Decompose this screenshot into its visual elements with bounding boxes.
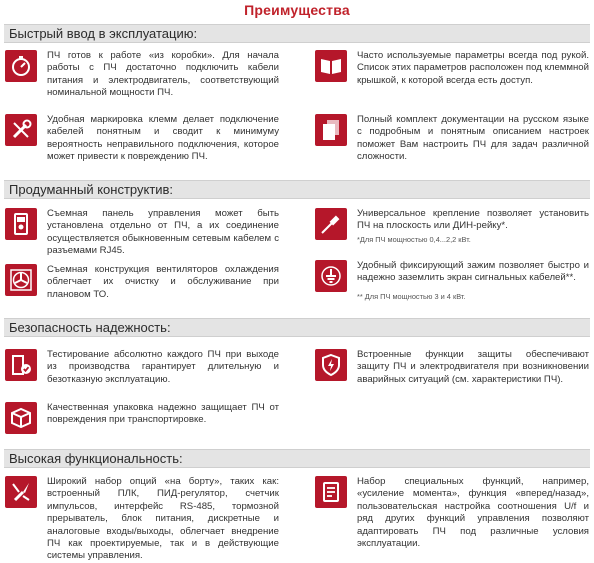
shield-lightning-icon <box>315 349 347 381</box>
feature-footnote: *Для ПЧ мощностью 0,4...2,2 кВт. <box>357 235 471 244</box>
stopwatch-icon <box>5 50 37 82</box>
feature-text: Часто используемые параметры всегда под рукой. Список этих параметров расположен под клеммной крышкой, к которой всегда есть доступ. <box>357 50 589 86</box>
documents-icon <box>315 114 347 146</box>
test-device-icon <box>5 349 37 381</box>
feature-text: Съемная конструкция вентиляторов охлаждения облегчает их очистку и обслуживание при плановом ТО. <box>47 264 279 300</box>
multitool-icon <box>5 476 37 508</box>
control-panel-icon <box>5 208 37 240</box>
page-title: Преимущества <box>244 2 350 18</box>
section-header-design: Продуманный конструктив: <box>4 180 590 199</box>
feature-text: Универсальное крепление позволяет установить ПЧ на плоскость или ДИН-рейку*. <box>357 208 589 232</box>
feature-text: Полный комплект документации на русском языке с подробным и понятным описанием настроек поможет Вам настроить ПЧ для задач различной сложности. <box>357 114 589 163</box>
feature-text: Набор специальных функций, например, «усиление момента», функция «вперед/назад», пользовательская настройка соотношения U/f и ряд других функций управления позволяют адаптировать ПЧ под различные условия эксплуатации. <box>357 476 589 550</box>
screwdriver-icon <box>315 208 347 240</box>
feature-text: Широкий набор опций «на борту», таких как: встроенный ПЛК, ПИД-регулятор, счетчик импульсов, интерфейс RS-485, тормозной прерыватель, блок питания, дискретные и аналоговые входы/выходы, облегчает внедрение ПЧ как проектируемые, так и в действующие системы управления. <box>47 476 279 562</box>
open-book-icon <box>315 50 347 82</box>
section-header-safety: Безопасность надежность: <box>4 318 590 337</box>
fan-icon <box>5 264 37 296</box>
ground-clamp-icon <box>315 260 347 292</box>
wrench-tools-icon <box>5 114 37 146</box>
section-header-quick-start: Быстрый ввод в эксплуатацию: <box>4 24 590 43</box>
section-header-functionality: Высокая функциональность: <box>4 449 590 468</box>
feature-footnote: ** Для ПЧ мощностью 3 и 4 кВт. <box>357 292 466 301</box>
feature-text: Удобная маркировка клемм делает подключение кабелей понятным и сводит к минимуму вероятность неправильного подключения, которое может привести к повреждению ПЧ. <box>47 114 279 163</box>
feature-text: Съемная панель управления может быть установлена отдельно от ПЧ, а их соединение осуществляется обыкновенным сетевым кабелем с разъемами RJ45. <box>47 208 279 257</box>
function-list-icon <box>315 476 347 508</box>
feature-text: Тестирование абсолютно каждого ПЧ при выходе из производства гарантирует длительную и безотказную эксплуатацию. <box>47 349 279 385</box>
feature-text: Встроенные функции защиты обеспечивают защиту ПЧ и электродвигателя при возникновении аварийных ситуаций (см. характеристики ПЧ). <box>357 349 589 385</box>
feature-text: Качественная упаковка надежно защищает ПЧ от повреждения при транспортировке. <box>47 402 279 426</box>
feature-text: ПЧ готов к работе «из коробки». Для начала работы с ПЧ достаточно подключить кабели питания и электродвигатель, соответствующий номинальной мощности ПЧ. <box>47 50 279 99</box>
feature-text: Удобный фиксирующий зажим позволяет быстро и надежно заземлить экран сигнальных кабелей**. <box>357 260 589 284</box>
package-box-icon <box>5 402 37 434</box>
